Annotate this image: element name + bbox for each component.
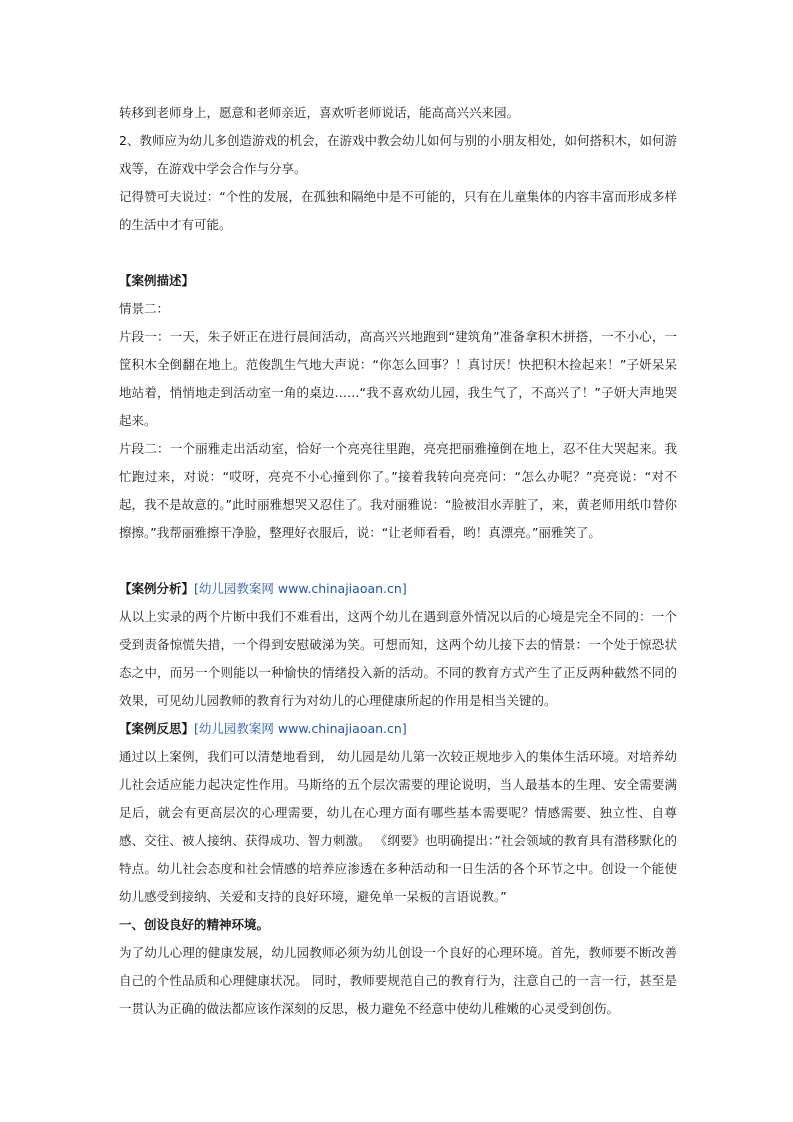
paragraph-intro-continued: 转移到老师身上，愿意和老师亲近，喜欢听老师说话，能高高兴兴来园。 <box>119 105 520 120</box>
paragraph-quote: 记得赞可夫说过：“个性的发展，在孤独和隔绝中是不可能的，只有在儿童集体的内容丰富而形成多样的生活中才有可能。 <box>119 189 677 232</box>
paragraph-point-2: 2、教师应为幼儿多创造游戏的机会，在游戏中教会幼儿如何与别的小朋友相处，如何搭积木，如何游戏等，在游戏中学会合作与分享。 <box>119 133 677 176</box>
document-body <box>119 99 677 1023</box>
paragraph-analysis: 从以上实录的两个片断中我们不难看出，这两个幼儿在遇到意外情况以后的心境是完全不同的：一个受到责备惊慌失措，一个得到安慰破涕为笑。可想而知，这两个幼儿接下去的情景：一个处于惊恐状态之中，而另一个则能以一种愉快的情绪投入新的活动。不同的教育方式产生了正反两种截然不同的效果，可见幼儿园教师的教育行为对幼儿的心理健康所起的作用是相当关键的。 <box>119 609 677 708</box>
heading-case-reflection-line <box>119 715 677 743</box>
heading-case-reflection: 【案例反思】 <box>119 721 195 736</box>
scene-label: 情景二： <box>119 301 170 316</box>
spacer <box>119 239 677 267</box>
heading-case-analysis: 【案例分析】 <box>119 581 195 596</box>
heading-case-analysis-line <box>119 575 677 603</box>
paragraph-reflection: 通过以上案例，我们可以清楚地看到， 幼儿园是幼儿第一次较正规地步入的集体生活环境。对培养幼儿社会适应能力起决定性作用。马斯络的五个层次需要的理论说明，当人最基本的生理、安全需要满足后，就会有更高层次的心理需要，幼儿在心理方面有哪些基本需要呢？情感需要、独立性、自尊感、交往、被人接纳、获得成功、智力刺激。 《纲要》也明确提出：”社会领域的教育具有潜移默化的特点。幼儿社会态度和社会情感的培养应渗透在多种活动和一日生活的各个环节之中。创设一个能使幼儿感受到接纳、关爱和支持的良好环境，避免单一呆板的言语说教。” <box>119 749 677 904</box>
site-link[interactable]: [幼儿园教案网 www.chinajiaoan.cn] <box>194 581 407 596</box>
paragraph-section-1: 为了幼儿心理的健康发展，幼儿园教师必须为幼儿创设一个良好的心理环境。首先，教师要不断改善自己的个性品质和心理健康状况。 同时，教师要规范自己的教育行为，注意自己的一言一行，甚至是一贯认为正确的做法都应该作深刻的反思，极力避免不经意中使幼儿稚嫩的心灵受到创伤。 <box>119 945 677 1016</box>
site-link[interactable]: [幼儿园教案网 www.chinajiaoan.cn] <box>194 721 407 736</box>
paragraph-fragment-2: 片段二：一个丽雅走出活动室，恰好一个亮亮往里跑，亮亮把丽雅撞倒在地上，忍不住大哭起来。我忙跑过来，对说：“哎呀，亮亮不小心撞到你了。”接着我转向亮亮问：“怎么办呢？”亮亮说：“对不起，我不是故意的。”此时丽雅想哭又忍住了。我对丽雅说：“脸被泪水弄脏了，来，黄老师用纸巾替你擦擦。”我帮丽雅擦干净脸，整理好衣服后，说：“让老师看看，哟！真漂亮。”丽雅笑了。 <box>119 441 677 540</box>
heading-case-description: 【案例描述】 <box>119 273 195 288</box>
spacer <box>119 547 677 575</box>
paragraph-fragment-1: 片段一：一天，朱子妍正在进行晨间活动，高高兴兴地跑到“建筑角”准备拿积木拼搭，一不小心，一筐积木全倒翻在地上。范俊凯生气地大声说：“你怎么回事？！真讨厌！快把积木捡起来！”子妍呆呆地站着，悄悄地走到活动室一角的桌边……“我不喜欢幼儿园，我生气了，不高兴了！”子妍大声地哭起来。 <box>119 329 677 428</box>
heading-section-1: 一、创设良好的精神环境。 <box>119 917 270 932</box>
